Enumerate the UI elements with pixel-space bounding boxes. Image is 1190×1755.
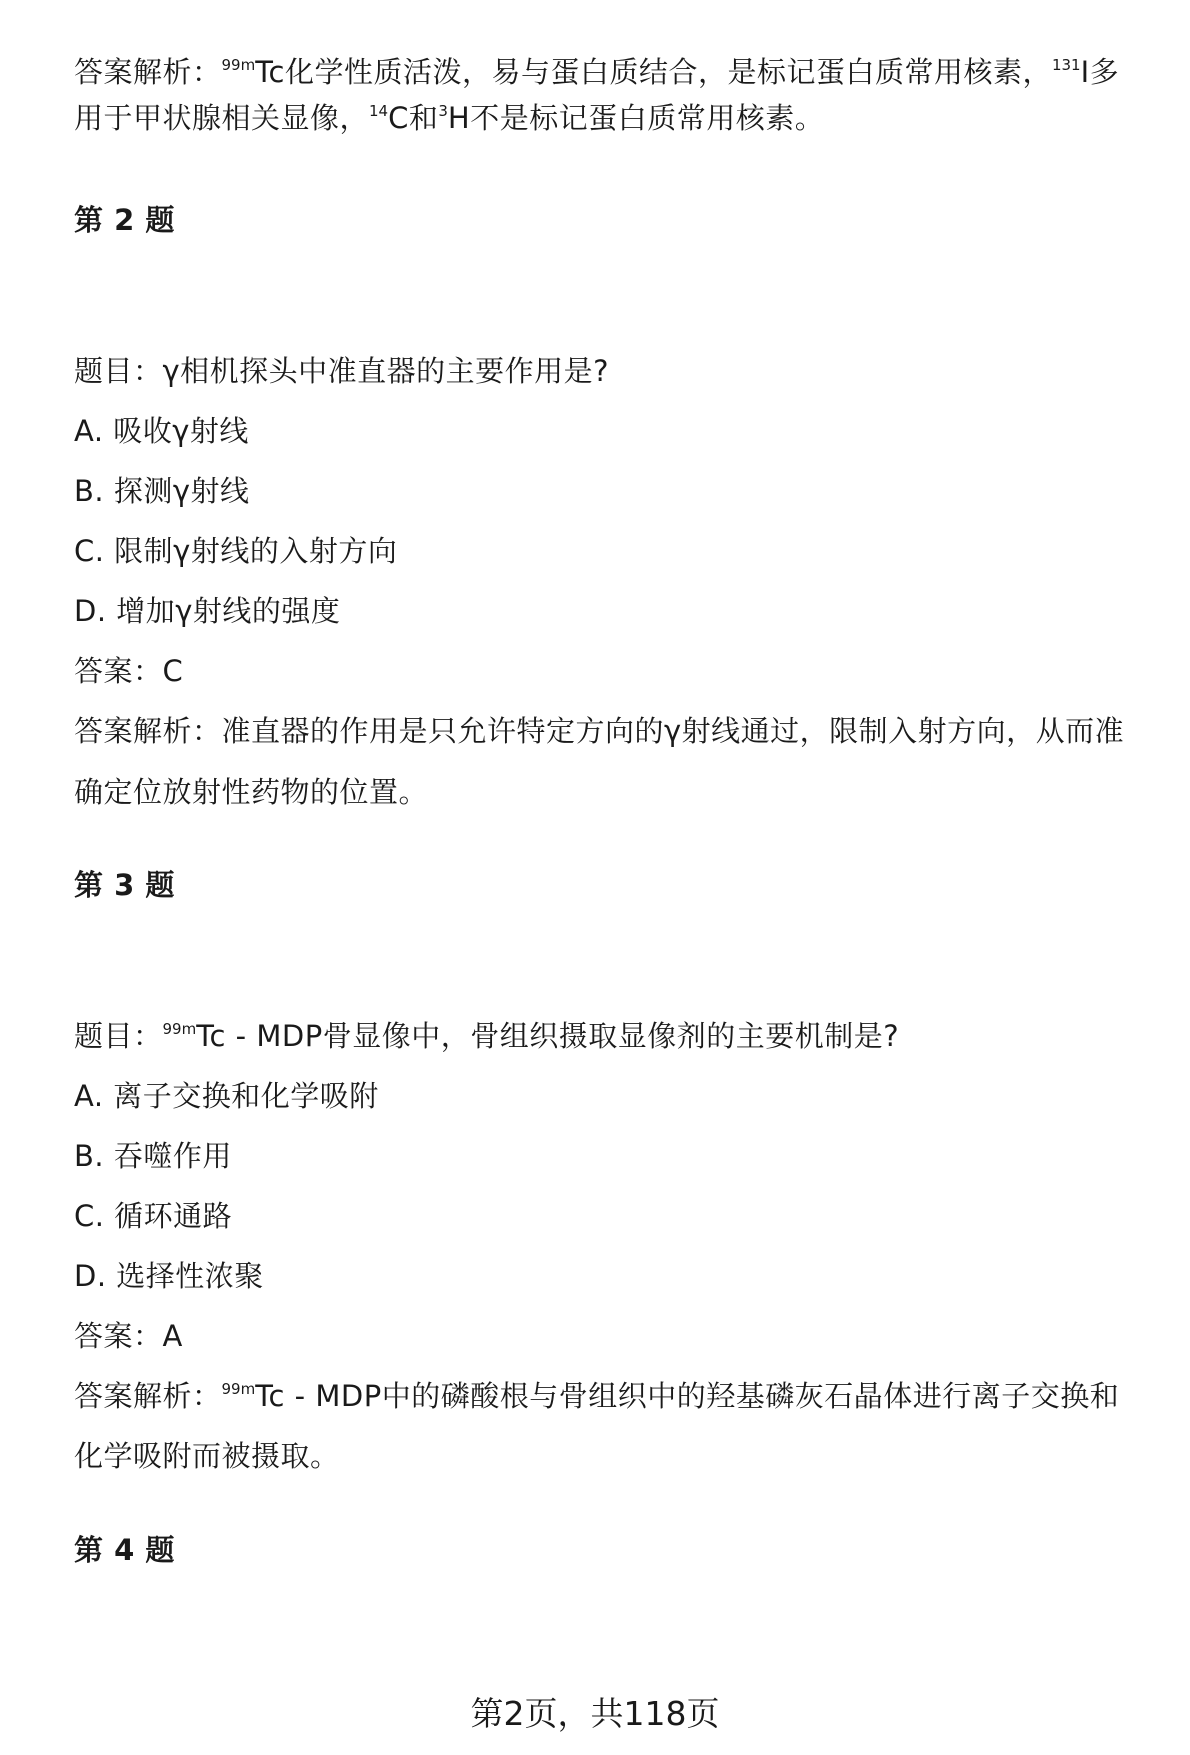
q3-explanation-line-1 — [74, 1376, 1119, 1416]
q1-explanation-line-1 — [74, 52, 1119, 92]
q3-question — [74, 1016, 899, 1056]
q2-option-a: A. 吸收γ射线 — [74, 414, 249, 448]
q3-option-c: C. 循环通路 — [74, 1199, 233, 1233]
q1-isotope-h: 3 — [438, 102, 448, 120]
q1-isotope-tc: 99m — [221, 56, 256, 74]
q3-option-a: A. 离子交换和化学吸附 — [74, 1079, 379, 1113]
q1-isotope-i: 131 — [1051, 56, 1081, 74]
q2-explanation-line-2: 确定位放射性药物的位置。 — [74, 775, 429, 809]
q3-explanation-prefix: 答案解析： — [74, 1379, 222, 1413]
q4-heading: 第 4 题 — [74, 1533, 175, 1567]
q3-heading: 第 3 题 — [74, 868, 175, 902]
q3-explanation-text: Tc - MDP中的磷酸根与骨组织中的羟基磷灰石晶体进行离子交换和 — [255, 1379, 1120, 1413]
q1-explanation-text-3: C和 — [388, 101, 439, 135]
q2-heading: 第 2 题 — [74, 203, 175, 237]
q3-explanation-isotope-tc: 99m — [221, 1380, 256, 1398]
q3-question-text: Tc - MDP骨显像中，骨组织摄取显像剂的主要机制是? — [196, 1019, 900, 1053]
q1-explanation-text-end: I多 — [1080, 55, 1120, 89]
q2-option-b: B. 探测γ射线 — [74, 474, 250, 508]
q3-explanation-line-2: 化学吸附而被摄取。 — [74, 1439, 340, 1473]
page-indicator: 第2页，共118页 — [470, 1694, 720, 1733]
q3-isotope-tc: 99m — [162, 1020, 197, 1038]
q2-option-d: D. 增加γ射线的强度 — [74, 594, 341, 628]
q1-explanation-text: Tc化学性质活泼，易与蛋白质结合，是标记蛋白质常用核素， — [255, 55, 1052, 89]
q1-explanation-prefix: 答案解析： — [74, 55, 222, 89]
q3-option-d: D. 选择性浓聚 — [74, 1259, 264, 1293]
q1-isotope-c: 14 — [369, 102, 389, 120]
q2-question: 题目：γ相机探头中准直器的主要作用是? — [74, 354, 610, 388]
q2-explanation-line-1: 答案解析：准直器的作用是只允许特定方向的γ射线通过，限制入射方向，从而准 — [74, 714, 1125, 748]
q1-explanation-text-4: H不是标记蛋白质常用核素。 — [447, 101, 825, 135]
q3-answer: 答案：A — [74, 1319, 183, 1353]
q2-option-c: C. 限制γ射线的入射方向 — [74, 534, 398, 568]
q1-explanation-line-2 — [74, 98, 824, 138]
q3-option-b: B. 吞噬作用 — [74, 1139, 232, 1173]
q3-question-prefix: 题目： — [74, 1019, 163, 1053]
q1-explanation-text-2: 用于甲状腺相关显像， — [74, 101, 370, 135]
q2-answer: 答案：C — [74, 654, 184, 688]
